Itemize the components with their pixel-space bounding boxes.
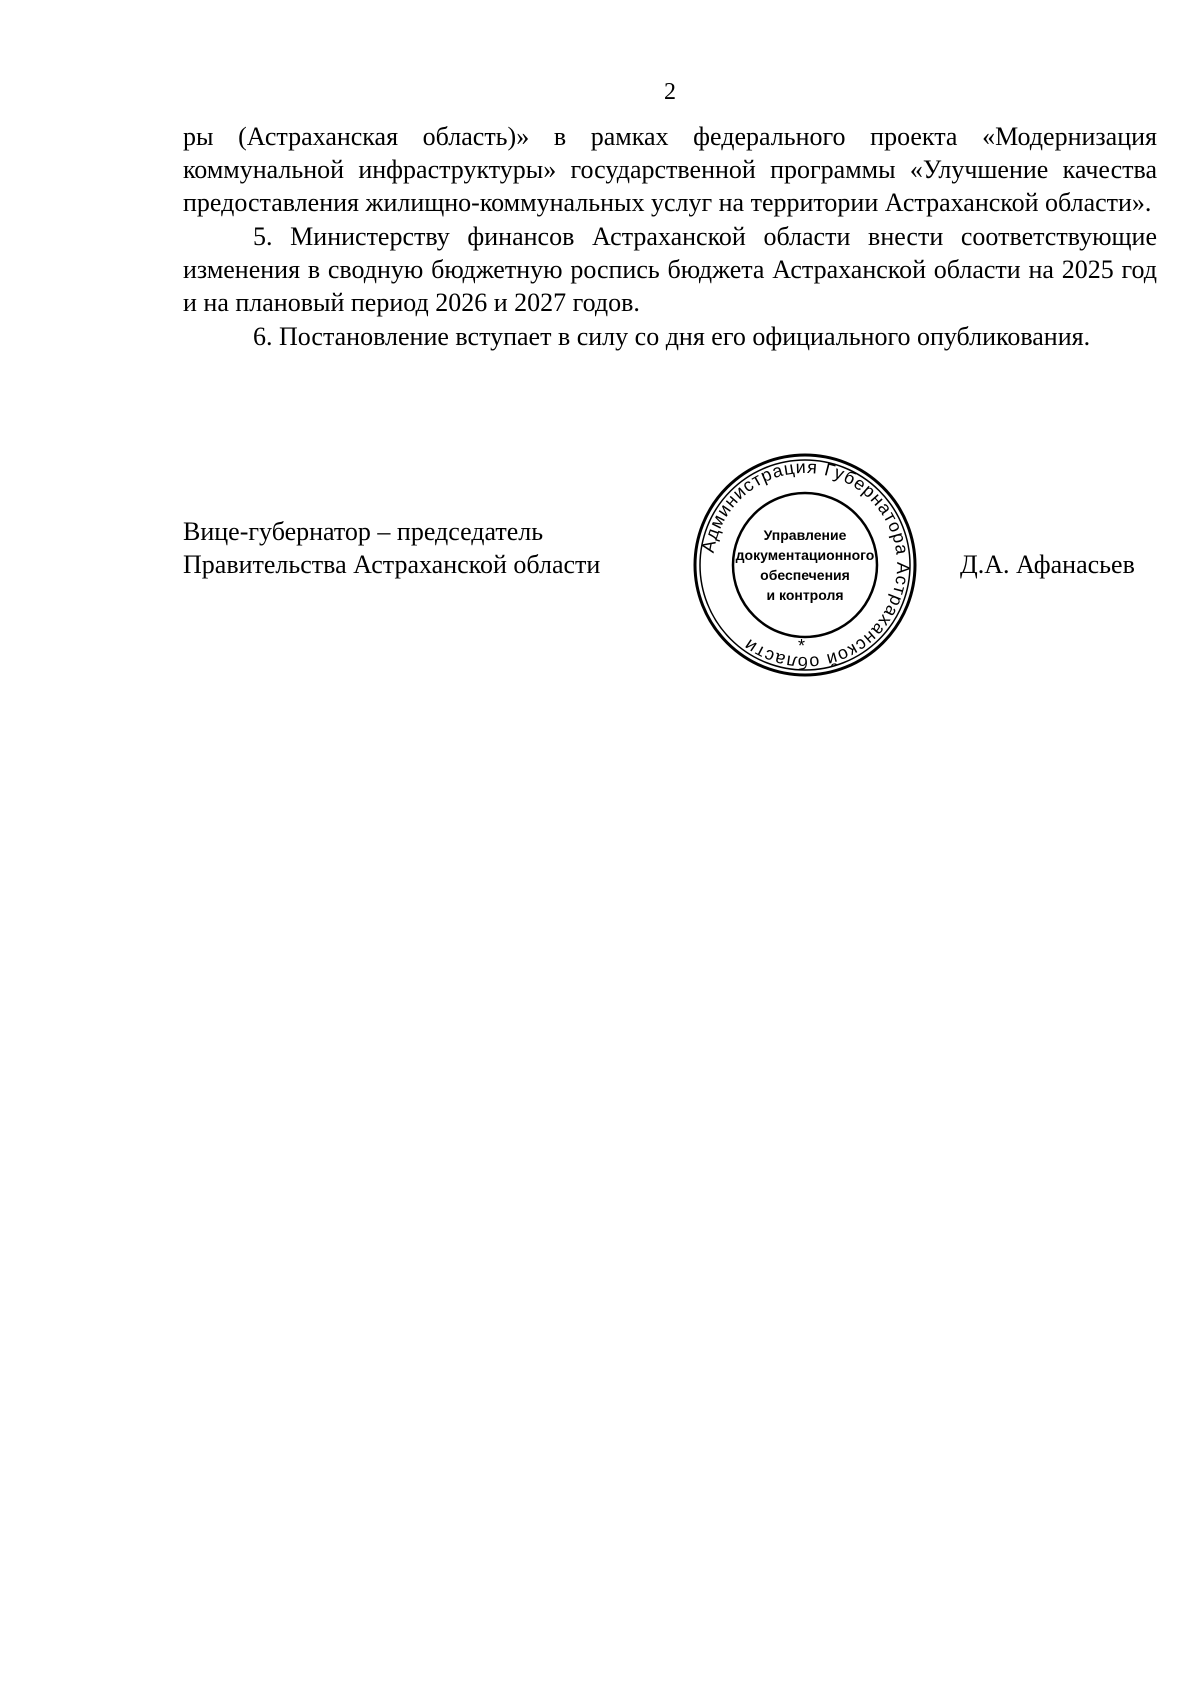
paragraph-item-6: 6. Постановление вступает в силу со дня его официального опубликования. [253, 322, 1091, 351]
page-number: 2 [664, 79, 676, 105]
signatory-name: Д.А. Афанасьев [960, 550, 1135, 579]
seal-graphic [690, 450, 920, 680]
signatory-title-line-2: Правительства Астраханской области [183, 550, 601, 579]
signatory-title-line-1: Вице-губернатор – председатель [183, 517, 544, 546]
seal-inner-ring [733, 493, 877, 637]
paragraph-item-5: 5. Министерству финансов Астраханской области внести соответствующие изменения в сводную бюджетную роспись бюджета Астраханской области на 2025 год и на плановый период 2026 и 2027 годов. [183, 222, 1157, 317]
paragraph-continuation: ры (Астраханская область)» в рамках федерального проекта «Модернизация коммунальной инфраструктуры» государственной программы «Улучшение качества предоставления жилищно-коммунальных услуг на территории Астраханской области». [183, 122, 1157, 217]
official-seal [690, 450, 920, 680]
seal-inner-line-1: Управление [763, 527, 847, 543]
seal-inner-line-4: и контроля [766, 587, 844, 603]
seal-star-icon: * [798, 636, 807, 656]
seal-ring-text: Администрация Губернатора Астраханской области [697, 456, 914, 674]
document-body [183, 120, 1157, 354]
seal-inner-line-3: обеспечения [760, 567, 850, 583]
signatory-title [183, 515, 663, 581]
seal-inner-line-2: документационного [735, 547, 875, 563]
